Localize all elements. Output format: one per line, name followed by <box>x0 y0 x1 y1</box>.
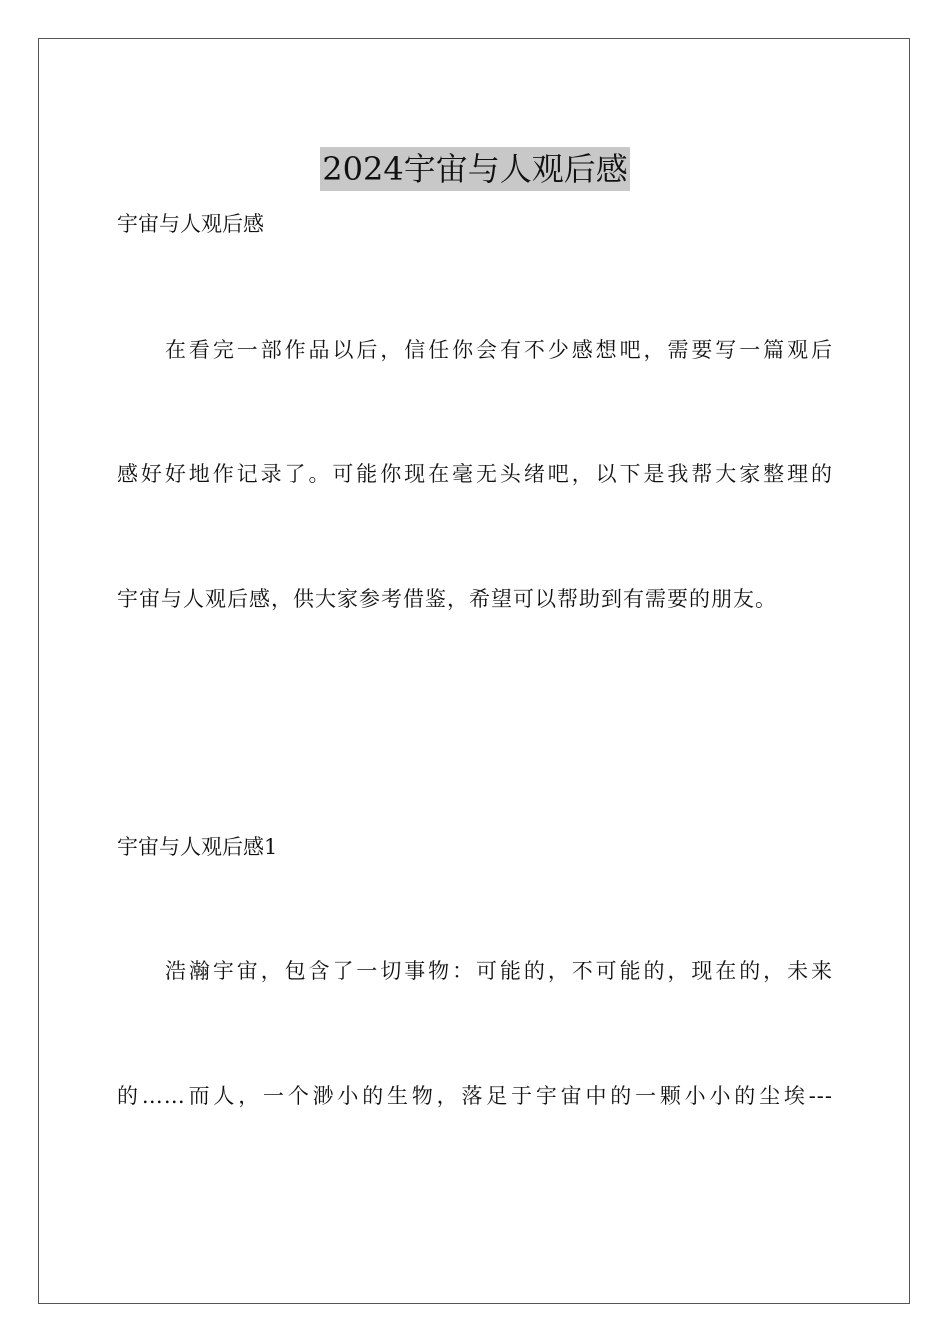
intro-paragraph-line: 感好好地作记录了。可能你现在毫无头绪吧，以下是我帮大家整理的 <box>117 462 833 486</box>
document-subtitle: 宇宙与人观后感 <box>117 212 264 236</box>
section-paragraph-line: 的……而人，一个渺小的生物，落足于宇宙中的一颗小小的尘埃--- <box>117 1084 833 1108</box>
intro-paragraph-line: 在看完一部作品以后，信任你会有不少感想吧，需要写一篇观后 <box>165 338 833 362</box>
section-paragraph-line: 浩瀚宇宙，包含了一切事物：可能的，不可能的，现在的，未来 <box>165 959 833 983</box>
section-heading: 宇宙与人观后感1 <box>117 835 278 859</box>
intro-paragraph-line: 宇宙与人观后感，供大家参考借鉴，希望可以帮助到有需要的朋友。 <box>117 587 777 611</box>
document-title: 2024宇宙与人观后感 <box>320 147 629 191</box>
title-container <box>0 126 950 213</box>
